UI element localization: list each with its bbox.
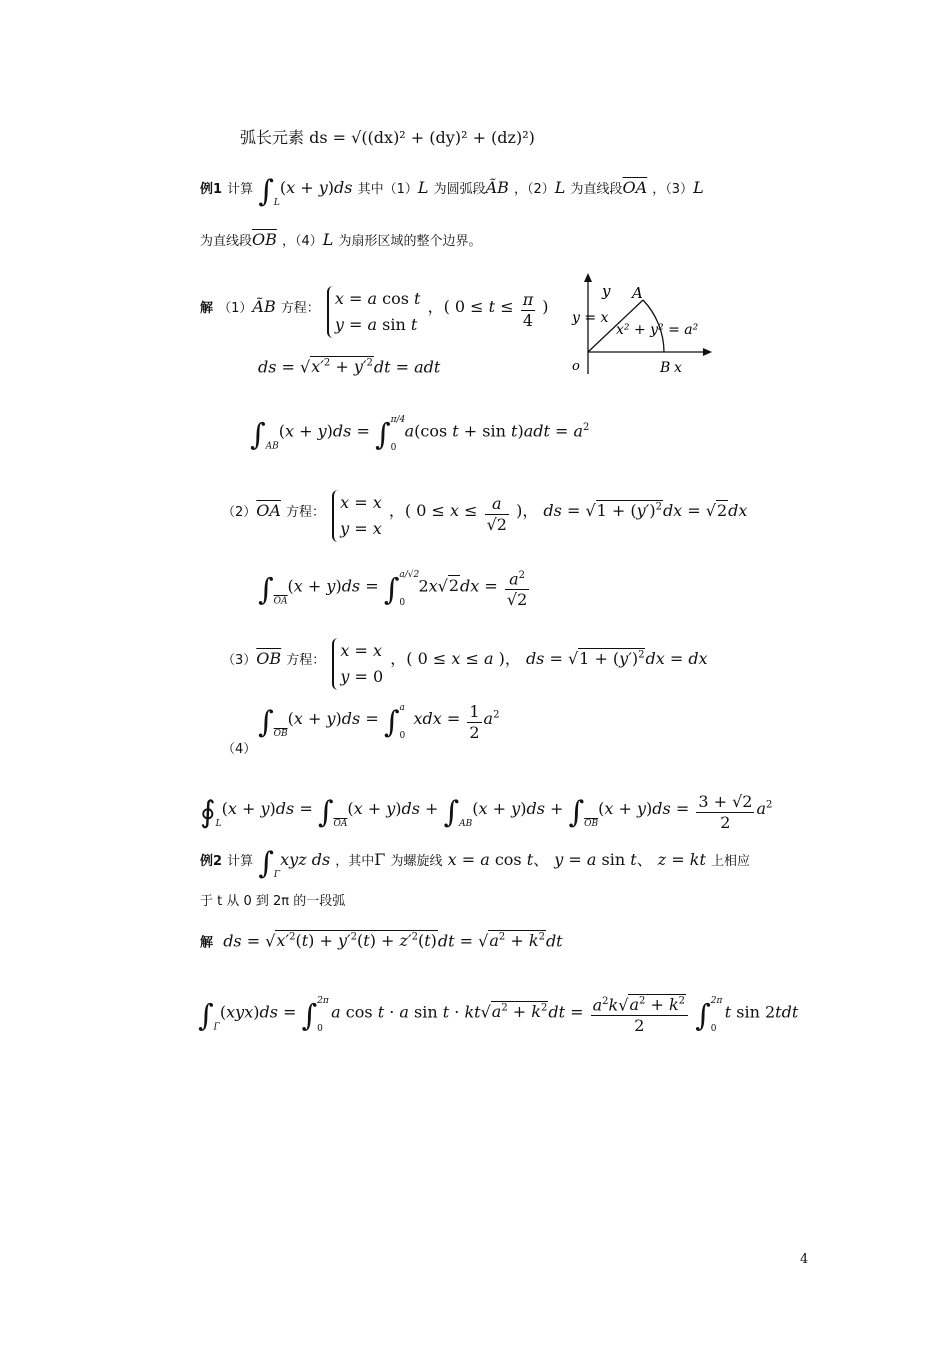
solution2-label: 解 [200,935,214,951]
solution2-ds: 解 ds = $√x'^2(t) + y'^2(t) + z'^2(t)dt = √a^2 + k^2dt$ [200,931,563,951]
example2-label: 例2 [200,854,223,869]
label-o: o [572,359,580,374]
label-circle-eq: x² + y² = a² [616,322,699,338]
arc-parametric-system: x = a cos t y = a sin t [327,286,421,338]
label-x: x [674,360,682,376]
label-a: A [632,284,643,302]
example1-label: 例1 [200,182,223,197]
label-y: y [602,282,611,300]
solution1-part1: 解 （1）ÃB 方程： x = a cos t y = a sin t ，( 0 ≤ t ≤ $\frac{\pi}{4}$ ) [200,286,549,338]
solution1-part3: $(3)\overline{OB}$ 方程： x = x y = 0 ，( 0 ≤ x ≤ a )， ds = $√1 + (y')^2dx$ = dx [222,638,708,690]
solution1-total: $∮_L(x + y)ds = \int_{\overline{OA}}(x + y)ds + \int_{AB}(x + y)ds + \int_{\overline{OB}}(x + y)ds$ = $\frac{3 + √2}{2}$ $a^2$ [200,792,773,832]
example2-line2: 于 t 从 0 到 2π 的一段弧 [200,894,346,909]
arc-length-element-line [240,128,535,148]
arc-length-element-formula: 弧长元素 ds = √((dx)² + (dy)² + (dz)²) [240,128,535,147]
example2-line1: 例2 计算 $\int_\Gamma xyz$ ds ，其中Γ 为螺旋线 x = a cos t、 y = a sin t、 z = kt 上相应 [200,846,751,881]
solution1-integral: $\int_{AB}(x + y)ds$ = ∫ π/4 0 a(cos $t + \sin t)adt = a^2$ [250,415,590,454]
solution1-ds: ds = $√x'^2 + y'^2dt$ = adt [258,357,441,377]
solution2-integral: $\int_\Gamma(xyx)ds$ = ∫ 2π 0 a cos t · a $\sin t \cdot kt√a^2 + k^2dt$ = $\frac{a^2k√a^2 + k^2}{2}$ ∫ 2π 0 t sin 2tdt [198,992,798,1037]
y-axis-arrow [584,273,592,282]
x-axis-arrow [703,348,712,356]
solution1-part2: $(2)\overline{OA}$ 方程： x = x y = x ，( 0 ≤ x ≤ $\frac{a}{√2}$ )， ds = $√1 + (y')^2dx = √2dx$ [222,490,747,542]
solution1-oa-integral: $\int_{\overline{OA}}(x + y)ds$ = ∫ a/√2 0 2x√2dx = $\frac{a^2}{√2}$ [258,566,531,611]
example1-line1: 例1 计算 $\int_L(x + y)ds$ 其中（1）L 为圆弧段ÃB ，（2）L 为直线段$\overline{OA}$ ，（3）L [200,174,704,209]
solution1-ob-integral: $\int_{\overline{OB}}(x + y)ds$ = ∫ a 0 xdx = $\frac{1}{2}$ $a^2$ [258,702,500,742]
example1-calc: 计算 [227,182,254,197]
solution1-part4: （4） [222,742,257,757]
sector-figure [560,270,730,380]
oa-system: x = x y = x [332,490,382,542]
page-number: 4 [800,1252,809,1267]
label-line-eq: y = x [572,310,609,326]
example1-line2: 为直线段$\overline{OB}$ ，（4）L 为扇形区域的整个边界。 [200,230,482,249]
solution1-label: 解 [200,301,214,316]
ob-system: x = x y = 0 [332,638,383,690]
label-b: B [660,360,671,376]
